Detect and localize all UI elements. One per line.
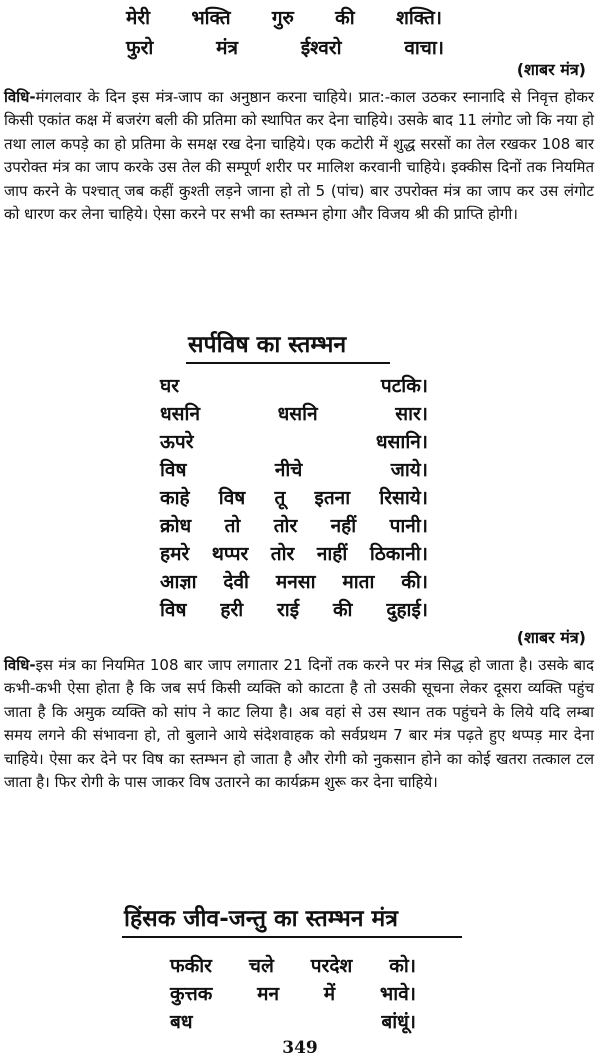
verse-word: आज्ञा [160, 571, 197, 593]
verse-word: मन [257, 983, 280, 1005]
verse-line [170, 954, 416, 978]
verse-word: सार। [395, 403, 428, 425]
verse-line [126, 6, 442, 30]
verse-word: परदेश [310, 955, 353, 977]
verse-word: पानी। [389, 515, 428, 537]
verse-word: थप्पर [211, 543, 249, 565]
verse-word: की। [401, 571, 428, 593]
verse-word: भक्ति [191, 7, 231, 29]
verse-line [160, 570, 428, 594]
source-label: (शाबर मंत्र) [516, 628, 586, 647]
verse-word: शक्ति। [395, 7, 442, 29]
verse-word: चले [248, 955, 274, 977]
verse-word: माता [342, 571, 375, 593]
verse-line [160, 486, 428, 510]
verse-line [160, 542, 428, 566]
verse-word: रिसाये। [379, 487, 428, 509]
verse-line [160, 514, 428, 538]
verse-line [160, 458, 428, 482]
verse-line [160, 430, 428, 454]
method-paragraph [4, 86, 594, 226]
verse-word: की [335, 7, 355, 29]
verse-word: विष [218, 487, 246, 509]
verse-word: धसानि। [375, 431, 428, 453]
verse-word: हमरे [160, 543, 190, 565]
verse-word: विष [160, 459, 187, 481]
verse-word: गुरु [271, 7, 294, 29]
verse-word: क्रोध [160, 515, 192, 537]
verse-word: ईश्वरो [300, 37, 342, 59]
verse-word: इतना [314, 487, 351, 509]
verse-word: वाचा। [404, 37, 444, 59]
verse-word: धसनि [277, 403, 318, 425]
verse-word: की [332, 599, 353, 621]
verse-word: धसनि [160, 403, 200, 425]
verse-line [160, 374, 428, 398]
verse-line [170, 982, 416, 1006]
method-paragraph [4, 654, 594, 794]
section-heading: सर्पविष का स्तम्भन [188, 332, 347, 358]
verse-word: तोर [273, 515, 298, 537]
page-number: 349 [282, 1038, 318, 1058]
verse-word: राई [277, 599, 300, 621]
verse-word: नीचे [274, 459, 303, 481]
verse-line [126, 36, 444, 60]
verse-word: विष [160, 599, 187, 621]
verse-word: फुरो [126, 37, 154, 59]
verse-line [170, 1010, 416, 1034]
verse-word: कुत्तक [170, 983, 213, 1005]
verse-word: को। [389, 955, 416, 977]
verse-line [160, 598, 428, 622]
verse-word: मेरी [126, 7, 151, 29]
verse-word: बांधूं। [381, 1011, 416, 1033]
verse-word: फकीर [170, 955, 212, 977]
verse-word: नहीं [330, 515, 357, 537]
verse-word: काहे [160, 487, 190, 509]
verse-word: जाये। [390, 459, 428, 481]
verse-word: मनसा [275, 571, 316, 593]
verse-word: बध [170, 1011, 193, 1033]
source-label: (शाबर मंत्र) [516, 60, 586, 79]
section-heading: हिंसक जीव-जन्तु का स्तम्भन मंत्र [124, 906, 398, 932]
heading-underline [122, 936, 462, 938]
verse-word: तू [274, 487, 286, 509]
heading-underline [186, 362, 390, 364]
verse-word: हरी [220, 599, 244, 621]
verse-word: नाहीं [316, 543, 348, 565]
verse-line [160, 402, 428, 426]
verse-word: तो [224, 515, 241, 537]
method-text: मंगलवार के दिन इस मंत्र-जाप का अनुष्ठान करना चाहिये। प्रात:-काल उठकर स्नानादि से निवृत्त होकर किसी एकांत कक्ष में बजरंग बली की प्रतिमा को स्थापित कर देना चाहिये। उसके बाद 11 लंगोट जो कि नया हो तथा लाल कपड़े का हो प्रतिमा के समक्ष रख देना चाहिये। एक कटोरी में शुद्ध सरसों का तेल रखकर 108 बार उपरोक्त मंत्र का जाप करके उस तेल की सम्पूर्ण शरीर पर मालिश करवानी चाहिये। इक्कीस दिनों तक नियमित जाप करने के पश्चात् जब कहीं कुश्ती लड़ने जाना हो तो 5 (पांच) बार उपरोक्त मंत्र का जाप कर उस लंगोट को धारण कर लेना चाहिये। ऐसा करने पर सभी का स्तम्भन होगा और विजय श्री की प्राप्ति होगी। [4, 88, 594, 224]
verse-word: ठिकानी। [369, 543, 428, 565]
verse-word: में [323, 983, 336, 1005]
verse-word: दुहाई। [386, 599, 428, 621]
verse-word: तोर [270, 543, 295, 565]
verse-word: ऊपरे [160, 431, 194, 453]
verse-word: भावे। [379, 983, 416, 1005]
verse-word: घर [160, 375, 180, 397]
method-label: विधि- [4, 88, 36, 106]
verse-word: देवी [223, 571, 249, 593]
verse-word: मंत्र [216, 37, 239, 59]
method-label: विधि- [4, 656, 36, 674]
verse-word: पटकि। [380, 375, 428, 397]
method-text: इस मंत्र का नियमित 108 बार जाप लगातार 21 दिनों तक करने पर मंत्र सिद्ध हो जाता है। उसके बाद कभी-कभी ऐसा होता है कि जब सर्प किसी व्यक्ति को काटता है तो उसकी सूचना लेकर दूसरा व्यक्ति पहुंच जाता है कि अमुक व्यक्ति को सांप ने काट लिया है। अब वहां से उस स्थान तक पहुंचने के लिये यदि लम्बा समय लगने की संभावना हो, तो बुलाने आये संदेशवाहक को सर्वप्रथम 7 बार मंत्र पढ़ते हुए थप्पड़ मार देना चाहिये। ऐसा कर देने पर विष का स्तम्भन हो जाता है और रोगी को नुकसान होने का कोई खतरा तत्काल टल जाता है। फिर रोगी के पास जाकर विष उतारने का कार्यक्रम शुरू कर देना चाहिये। [4, 656, 594, 792]
